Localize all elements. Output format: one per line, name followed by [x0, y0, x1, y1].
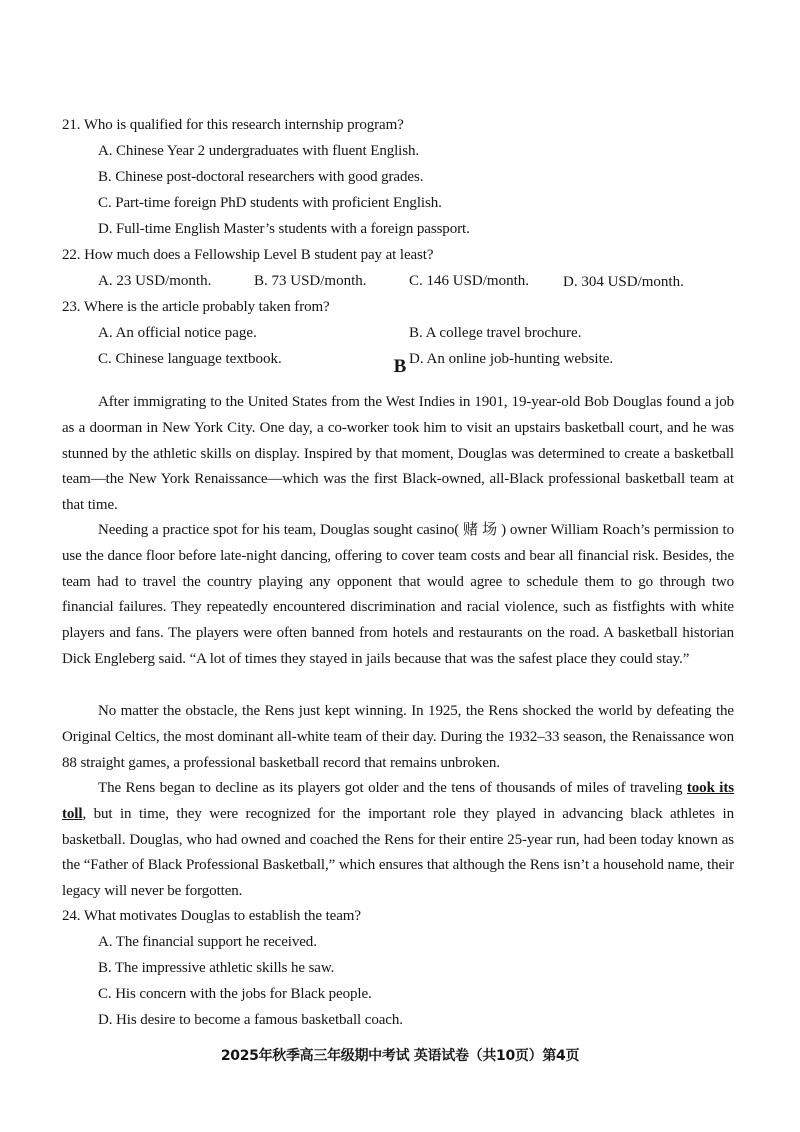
section-b-title: B: [393, 356, 407, 377]
question-23-stem: 23. Where is the article probably taken from?: [62, 299, 330, 315]
question-23-option-d: D. An online job-hunting website.: [409, 351, 614, 367]
question-24-option-d: D. His desire to become a famous basketball coach.: [98, 1012, 403, 1028]
paragraph-4-text-before: The Rens began to decline as its players got older and the tens of thousands of miles of traveling: [98, 780, 687, 796]
underlined-phrase: took its toll: [62, 780, 735, 822]
question-23-option-a: A. An official notice page.: [98, 325, 257, 341]
question-23-option-b: B. A college travel brochure.: [409, 325, 582, 341]
question-21-option-b: B. Chinese post-doctoral researchers with good grades.: [98, 169, 424, 185]
question-22-option-d: D. 304 USD/month.: [563, 274, 684, 290]
passage-paragraph-2: Needing a practice spot for his team, Douglas sought casino( 赌 场 ) owner William Roach’s permission to use the dance floor before late-night dancing, offering to cover team costs and bear all financial risk. Besides, the team had to travel the country playing any opponent that would agree to schedule them to go through two financial failures. They repeatedly encountered discrimination and racial violence, such as fistfights with white players and fans. The players were often banned from hotels and restaurants on the road. A basketball historian Dick Engleberg said. “A lot of times they stayed in jails because that was the safest place they could stay.”: [62, 522, 734, 667]
passage-paragraph-4: [62, 776, 734, 905]
question-22-option-c: C. 146 USD/month.: [409, 273, 530, 289]
question-21-option-a: A. Chinese Year 2 undergraduates with fluent English.: [98, 143, 420, 159]
question-22-option-a: A. 23 USD/month.: [98, 273, 212, 289]
question-24-option-c: C. His concern with the jobs for Black people.: [98, 986, 372, 1002]
question-22-option-b: B. 73 USD/month.: [254, 273, 367, 289]
passage-paragraph-3: No matter the obstacle, the Rens just kept winning. In 1925, the Rens shocked the world by defeating the Original Celtics, the most dominant all-white team of their day. During the 1932–33 season, the Renaissance won 88 straight games, a professional basketball record that remains unbroken.: [62, 703, 734, 771]
question-23-option-c: C. Chinese language textbook.: [98, 351, 282, 367]
question-21-option-d: D. Full-time English Master’s students with a foreign passport.: [98, 221, 470, 237]
question-24-stem: 24. What motivates Douglas to establish the team?: [62, 908, 361, 924]
question-24-option-b: B. The impressive athletic skills he saw.: [98, 960, 335, 976]
question-21-option-c: C. Part-time foreign PhD students with proficient English.: [98, 195, 442, 211]
paragraph-4-text-after: , but in time, they were recognized for the important role they played in advancing black athletes in basketball. Douglas, who had owned and coached the Rens for their entire 25-year run, had been today known as the “Father of Black Professional Basketball,” which ensures that although the Rens isn’t a household name, their legacy will never be forgotten.: [62, 805, 734, 900]
question-22-stem: 22. How much does a Fellowship Level B student pay at least?: [62, 247, 434, 263]
page-footer: 2025年秋季高三年级期中考试 英语试卷（共10页）第4页: [220, 1048, 580, 1064]
question-24-option-a: A. The financial support he received.: [98, 934, 317, 950]
question-21-stem: 21. Who is qualified for this research internship program?: [62, 117, 404, 133]
passage-paragraph-1: After immigrating to the United States from the West Indies in 1901, 19-year-old Bob Douglas found a job as a doorman in New York City. One day, a co-worker took him to visit an upstairs basketball court, and he was stunned by the athletic skills on display. Inspired by that moment, Douglas was determined to create a basketball team—the New York Renaissance—which was the first Black-owned, all-Black professional basketball team at that time.: [62, 394, 734, 514]
